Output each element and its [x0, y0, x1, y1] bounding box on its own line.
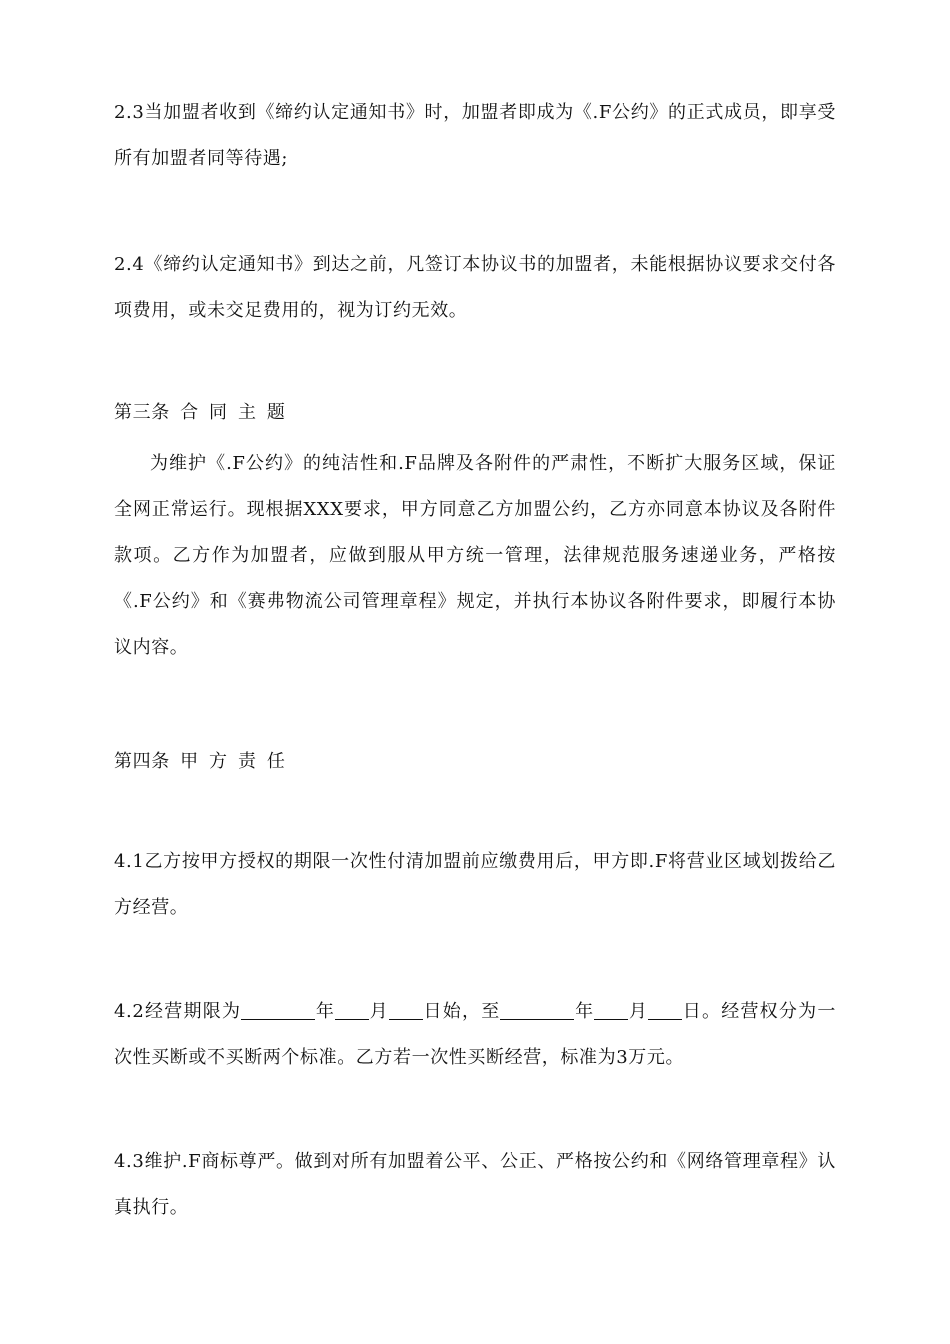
end-year-blank	[500, 999, 574, 1020]
article-3-heading: 第三条 合 同 主 题	[114, 402, 286, 423]
end-year-label: 年	[574, 1001, 595, 1022]
end-day-blank	[648, 999, 682, 1020]
clause-2-3: 2.3当加盟者收到《缔约认定通知书》时，加盟者即成为《.F公约》的正式成员，即享受所有加盟者同等待遇;	[114, 102, 836, 169]
start-month-label: 月	[369, 1001, 389, 1022]
clause-4-2-prefix: 4.2经营期限为	[114, 1001, 242, 1022]
start-year-blank	[241, 999, 315, 1020]
start-month-blank	[335, 999, 369, 1020]
start-year-label: 年	[315, 1001, 336, 1022]
clause-4-2-rest: 日。经营权分为一次性买断或不买断两个标准。乙方若一次性买断经营，标准为3万元。	[114, 1001, 836, 1068]
article-3-body: 为维护《.F公约》的纯洁性和.F品牌及各附件的严肃性，不断扩大服务区域，保证全网正常运行。现根据XXX要求，甲方同意乙方加盟公约，乙方亦同意本协议及各附件款项。乙方作为加盟者，应做到服从甲方统一管理，法律规范服务速递业务，严格按《.F公约》和《赛弗物流公司管理章程》规定，并执行本协议各附件要求，即履行本协议内容。	[114, 453, 836, 658]
clause-4-1: 4.1乙方按甲方授权的期限一次性付清加盟前应缴费用后，甲方即.F将营业区域划拨给乙方经营。	[114, 851, 836, 918]
end-month-label: 月	[628, 1001, 649, 1022]
clause-4-2	[114, 989, 836, 1081]
start-day-blank	[389, 999, 423, 1020]
article-4-heading: 第四条 甲 方 责 任	[114, 751, 286, 772]
start-day-label: 日始，至	[422, 1001, 501, 1022]
end-month-blank	[594, 999, 628, 1020]
clause-4-3: 4.3维护.F商标尊严。做到对所有加盟着公平、公正、严格按公约和《网络管理章程》认真执行。	[114, 1151, 836, 1218]
clause-2-4: 2.4《缔约认定通知书》到达之前，凡签订本协议书的加盟者，未能根据协议要求交付各项费用，或未交足费用的，视为订约无效。	[114, 254, 836, 321]
